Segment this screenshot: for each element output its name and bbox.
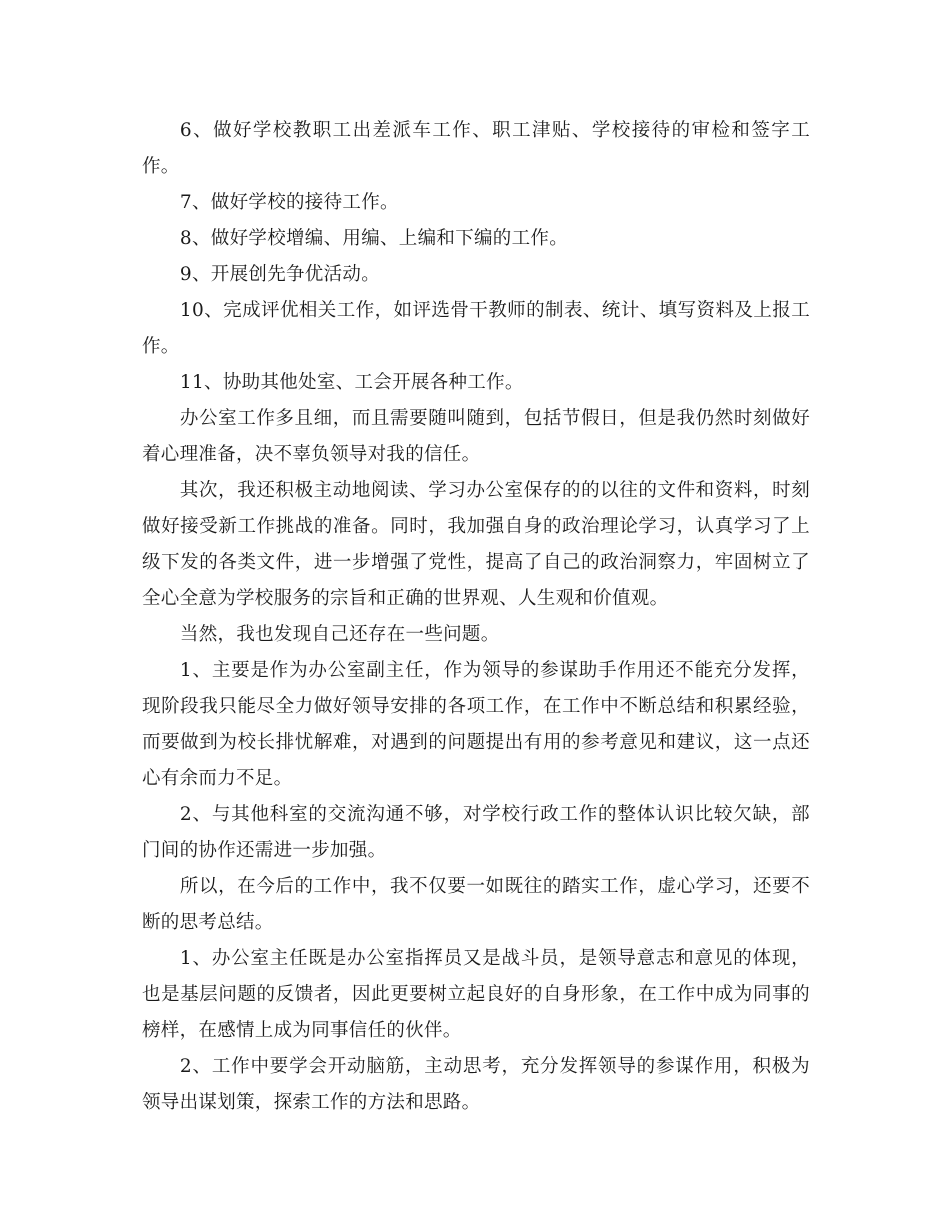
paragraph-future-2: 2、工作中要学会开动脑筋，主动思考，充分发挥领导的参谋作用，积极为领导出谋划策，探索工作的方法和思路。 bbox=[142, 1056, 810, 1113]
paragraph-item-8: 8、做好学校增编、用编、上编和下编的工作。 bbox=[179, 228, 568, 249]
paragraph-item-7: 7、做好学校的接待工作。 bbox=[179, 192, 399, 213]
paragraph-problem-1: 1、主要是作为办公室副主任，作为领导的参谋助手作用还不能充分发挥，现阶段我只能尽全力做好领导安排的各项工作，在工作中不断总结和积累经验，而要做到为校长排忧解难，对遇到的问题提出有用的参考意见和建议，这一点还心有余而力不足。 bbox=[142, 660, 810, 789]
document-body bbox=[142, 113, 810, 1121]
paragraph-office-work: 办公室工作多且细，而且需要随叫随到，包括节假日，但是我仍然时刻做好着心理准备，决不辜负领导对我的信任。 bbox=[142, 408, 810, 465]
paragraph-item-6: 6、做好学校教职工出差派车工作、职工津贴、学校接待的审检和签字工作。 bbox=[142, 120, 810, 177]
paragraph-study: 其次，我还积极主动地阅读、学习办公室保存的的以往的文件和资料，时刻做好接受新工作挑战的准备。同时，我加强自身的政治理论学习，认真学习了上级下发的各类文件，进一步增强了党性，提高了自己的政治洞察力，牢固树立了全心全意为学校服务的宗旨和正确的世界观、人生观和价值观。 bbox=[142, 480, 810, 609]
paragraph-item-10: 10、完成评优相关工作，如评选骨干教师的制表、统计、填写资料及上报工作。 bbox=[142, 300, 810, 357]
paragraph-future-intro: 所以，在今后的工作中，我不仅要一如既往的踏实工作，虚心学习，还要不断的思考总结。 bbox=[142, 876, 810, 933]
paragraph-problem-2: 2、与其他科室的交流沟通不够，对学校行政工作的整体认识比较欠缺，部门间的协作还需进一步加强。 bbox=[142, 804, 810, 861]
paragraph-future-1: 1、办公室主任既是办公室指挥员又是战斗员，是领导意志和意见的体现，也是基层问题的反馈者，因此更要树立起良好的自身形象，在工作中成为同事的榜样，在感情上成为同事信任的伙伴。 bbox=[142, 948, 810, 1041]
paragraph-item-11: 11、协助其他处室、工会开展各种工作。 bbox=[179, 372, 524, 393]
paragraph-item-9: 9、开展创先争优活动。 bbox=[179, 264, 380, 285]
paragraph-problems-intro: 当然，我也发现自己还存在一些问题。 bbox=[179, 624, 500, 645]
